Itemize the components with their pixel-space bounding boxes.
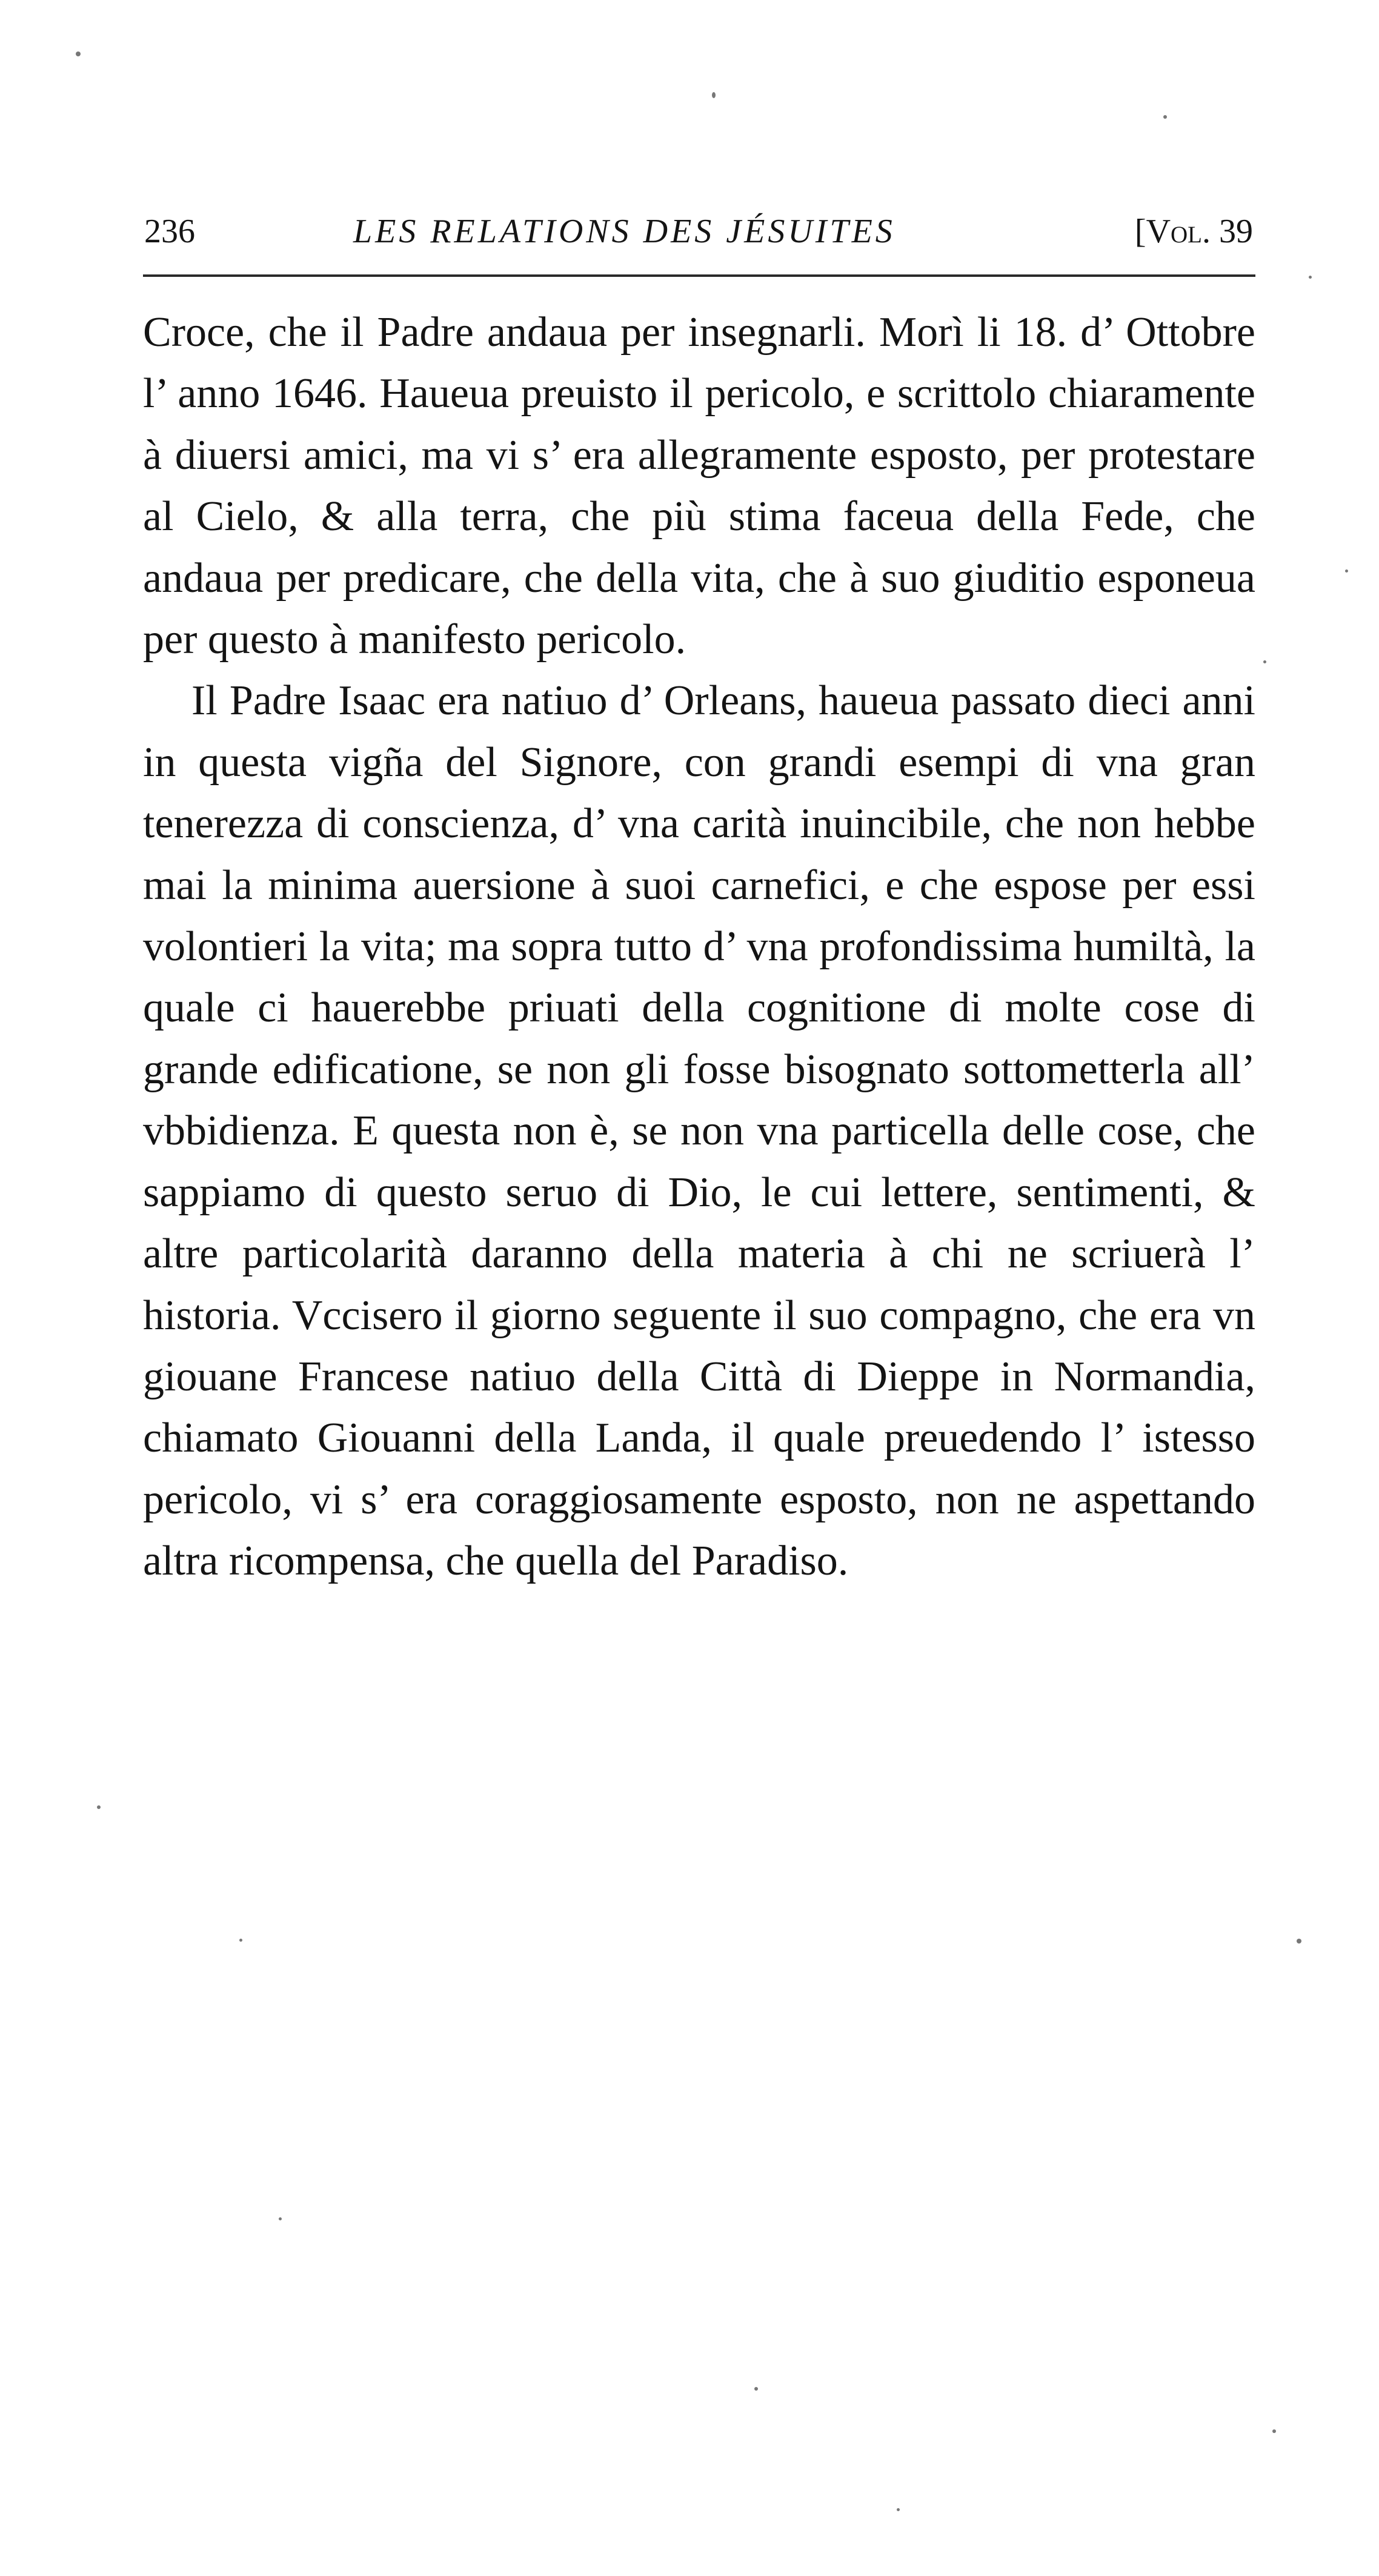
body-text bbox=[143, 302, 1255, 1592]
scan-speck bbox=[1163, 115, 1167, 119]
running-header bbox=[144, 212, 1253, 261]
scan-speck bbox=[1272, 2429, 1276, 2433]
scan-speck bbox=[754, 2387, 758, 2391]
scan-speck bbox=[97, 1805, 101, 1809]
scan-speck bbox=[897, 2508, 900, 2511]
scan-speck bbox=[279, 2217, 282, 2220]
volume-label: [Vol. 39 bbox=[1134, 213, 1253, 250]
scan-speck bbox=[1263, 660, 1266, 663]
paragraph: Il Padre Isaac era natiuo d’ Orleans, haueua passato dieci anni in questa vigña del Signore, con grandi esempi di vna gran tenerezza di conscienza, d’ vna carità inuincibile, che non hebbe mai la minima auersione à suoi carnefici, e che espose per essi volontieri la vita; ma sopra tutto d’ vna profondissima humiltà, la quale ci hauerebbe priuati della cognitione di molte cose di grande edificatione, se non gli fosse bisognato sottometterla all’ vbbidienza. E questa non è, se non vna particella delle cose, che sappiamo di questo seruo di Dio, le cui lettere, sentimenti, & altre particolarità daranno della materia à chi ne scriuerà l’ historia. Vccisero il giorno seguente il suo compagno, che era vn giouane Francese natiuo della Città di Dieppe in Normandia, chiamato Giouanni della Landa, il quale preuedendo l’ istesso pericolo, vi s’ era coraggiosamente esposto, non ne aspettando altra ricompensa, che quella del Paradiso. bbox=[143, 677, 1255, 1585]
scan-speck bbox=[712, 92, 716, 98]
scan-speck bbox=[1297, 1939, 1301, 1944]
scan-speck bbox=[1309, 276, 1312, 279]
scan-speck bbox=[76, 51, 81, 56]
header-rule bbox=[143, 274, 1255, 277]
scan-speck bbox=[1345, 569, 1348, 573]
running-title: LES RELATIONS DES JÉSUITES bbox=[353, 213, 896, 250]
paragraph: Croce, che il Padre andaua per insegnarli. Morì li 18. d’ Ottobre l’ anno 1646. Haueua preuisto il pericolo, e scrittolo chiaramente à diuersi amici, ma vi s’ era allegramente esposto, per protestare al Cielo, & alla terra, che più stima faceua della Fede, che andaua per predicare, che della vita, che à suo giuditio esponeua per questo à manifesto pericolo. bbox=[143, 309, 1255, 663]
scan-speck bbox=[239, 1939, 242, 1942]
page-number: 236 bbox=[144, 213, 195, 250]
